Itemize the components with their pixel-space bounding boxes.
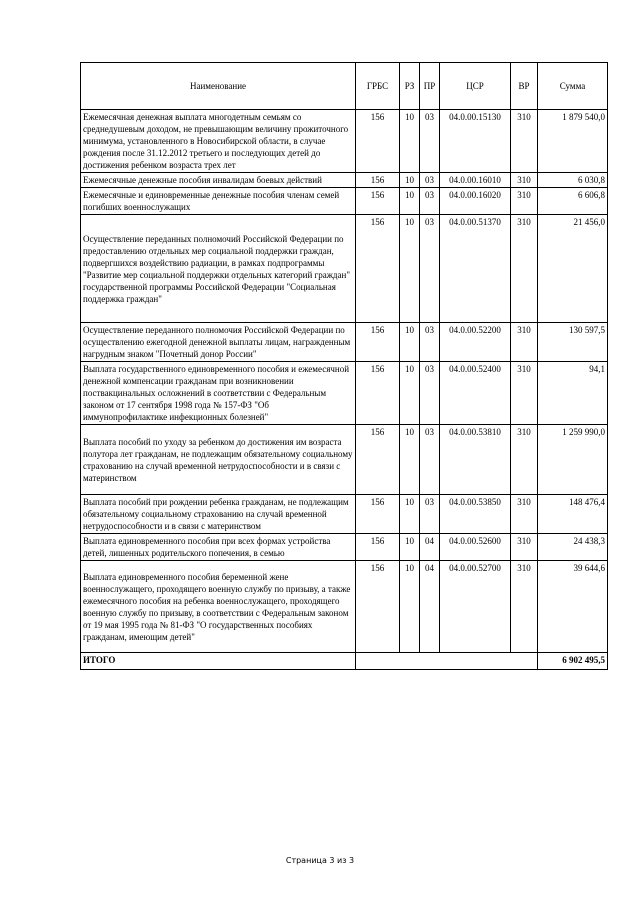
- row-grbs: 156: [356, 188, 400, 215]
- row-grbs: 156: [356, 215, 400, 323]
- row-name: Ежемесячная денежная выплата многодетным семьям со среднедушевым доходом, не превышающим величину прожиточного минимума, установленного в Новосибирской области, в случае рождения после 31.12.2012 третьего и последующих детей до достижения ребенком возраста трех лет: [81, 110, 356, 173]
- row-vr: 310: [511, 534, 538, 561]
- row-vr: 310: [511, 425, 538, 495]
- table-row: [81, 188, 608, 215]
- row-sum: 21 456,0: [538, 215, 608, 323]
- row-sum: 148 476,4: [538, 495, 608, 534]
- table-row: [81, 425, 608, 495]
- row-pr: 03: [420, 425, 440, 495]
- row-sum: 6 606,8: [538, 188, 608, 215]
- header-sum: Сумма: [538, 63, 608, 110]
- row-rz: 10: [400, 534, 420, 561]
- row-vr: 310: [511, 188, 538, 215]
- row-grbs: 156: [356, 561, 400, 653]
- row-name: Выплата государственного единовременного пособия и ежемесячной денежной компенсации гражданам при возникновении поствакцинальных осложнений в соответствии с Федеральным законом от 17 сентября 1998 года № 157-ФЗ "Об иммунопрофилактике инфекционных болезней": [81, 362, 356, 425]
- row-pr: 03: [420, 173, 440, 188]
- row-sum: 39 644,6: [538, 561, 608, 653]
- table-row: [81, 362, 608, 425]
- table-row: [81, 110, 608, 173]
- table-row: [81, 323, 608, 362]
- row-pr: 03: [420, 362, 440, 425]
- header-grbs: ГРБС: [356, 63, 400, 110]
- header-name: Наименование: [81, 63, 356, 110]
- row-grbs: 156: [356, 323, 400, 362]
- row-sum: 6 030,8: [538, 173, 608, 188]
- table-header-row: [81, 63, 608, 110]
- row-rz: 10: [400, 173, 420, 188]
- header-csr: ЦСР: [440, 63, 511, 110]
- row-name: Выплата пособий при рождении ребенка гражданам, не подлежащим обязательному социальному страхованию на случай временной нетрудоспособности и в связи с материнством: [81, 495, 356, 534]
- row-sum: 24 438,3: [538, 534, 608, 561]
- table-row: [81, 495, 608, 534]
- row-vr: 310: [511, 362, 538, 425]
- page-number: Страница 3 из 3: [285, 856, 355, 865]
- total-sum: 6 902 495,5: [538, 653, 608, 670]
- row-grbs: 156: [356, 110, 400, 173]
- row-csr: 04.0.00.15130: [440, 110, 511, 173]
- row-vr: 310: [511, 173, 538, 188]
- header-pr: ПР: [420, 63, 440, 110]
- row-vr: 310: [511, 495, 538, 534]
- row-name: Выплата пособий по уходу за ребенком до достижения им возраста полутора лет гражданам, не подлежащим обязательному социальному страхованию на случай временной нетрудоспособности и в связи с материнством: [81, 425, 356, 495]
- row-csr: 04.0.00.52200: [440, 323, 511, 362]
- row-sum: 1 259 990,0: [538, 425, 608, 495]
- row-csr: 04.0.00.52400: [440, 362, 511, 425]
- row-csr: 04.0.00.53850: [440, 495, 511, 534]
- row-rz: 10: [400, 188, 420, 215]
- row-pr: 03: [420, 188, 440, 215]
- row-pr: 04: [420, 534, 440, 561]
- row-name: Ежемесячные и единовременные денежные пособия членам семей погибших военнослужащих: [81, 188, 356, 215]
- row-rz: 10: [400, 323, 420, 362]
- row-vr: 310: [511, 323, 538, 362]
- row-pr: 04: [420, 561, 440, 653]
- row-pr: 03: [420, 110, 440, 173]
- table-row: [81, 173, 608, 188]
- row-rz: 10: [400, 215, 420, 323]
- table-row: [81, 534, 608, 561]
- row-grbs: 156: [356, 425, 400, 495]
- header-rz: РЗ: [400, 63, 420, 110]
- row-csr: 04.0.00.16010: [440, 173, 511, 188]
- total-label: ИТОГО: [81, 653, 356, 670]
- header-vr: ВР: [511, 63, 538, 110]
- row-name: Осуществление переданного полномочия Российской Федерации по осуществлению ежегодной денежной выплаты лицам, награжденным нагрудным знаком "Почетный донор России": [81, 323, 356, 362]
- row-rz: 10: [400, 425, 420, 495]
- table-row: [81, 561, 608, 653]
- row-name: Выплата единовременного пособия беременной жене военнослужащего, проходящего военную службу по призыву, а также ежемесячного пособия на ребенка военнослужащего, проходящего военную службу по призыву, в соответствии с Федеральным законом от 19 мая 1995 года № 81-ФЗ "О государственных пособиях гражданам, имеющим детей": [81, 561, 356, 653]
- row-sum: 94,1: [538, 362, 608, 425]
- row-vr: 310: [511, 561, 538, 653]
- row-sum: 1 879 540,0: [538, 110, 608, 173]
- row-rz: 10: [400, 495, 420, 534]
- row-csr: 04.0.00.52700: [440, 561, 511, 653]
- row-pr: 03: [420, 215, 440, 323]
- row-rz: 10: [400, 110, 420, 173]
- row-vr: 310: [511, 215, 538, 323]
- row-pr: 03: [420, 495, 440, 534]
- row-rz: 10: [400, 561, 420, 653]
- row-name: Осуществление переданных полномочий Российской Федерации по предоставлению отдельных мер социальной поддержки граждан, подвергшихся воздействию радиации, в рамках подпрограммы "Развитие мер социальной поддержки отдельных категорий граждан" государственной программы Российской Федерации "Социальная поддержка граждан": [81, 215, 356, 323]
- total-row: [81, 653, 608, 670]
- total-empty-cell: [356, 653, 538, 670]
- row-name: Ежемесячные денежные пособия инвалидам боевых действий: [81, 173, 356, 188]
- row-pr: 03: [420, 323, 440, 362]
- row-grbs: 156: [356, 362, 400, 425]
- row-rz: 10: [400, 362, 420, 425]
- row-grbs: 156: [356, 534, 400, 561]
- table-row: [81, 215, 608, 323]
- row-grbs: 156: [356, 495, 400, 534]
- row-csr: 04.0.00.52600: [440, 534, 511, 561]
- row-sum: 130 597,5: [538, 323, 608, 362]
- row-csr: 04.0.00.16020: [440, 188, 511, 215]
- row-grbs: 156: [356, 173, 400, 188]
- row-csr: 04.0.00.53810: [440, 425, 511, 495]
- budget-table: [80, 62, 608, 670]
- row-vr: 310: [511, 110, 538, 173]
- row-csr: 04.0.00.51370: [440, 215, 511, 323]
- row-name: Выплата единовременного пособия при всех формах устройства детей, лишенных родительского попечения, в семью: [81, 534, 356, 561]
